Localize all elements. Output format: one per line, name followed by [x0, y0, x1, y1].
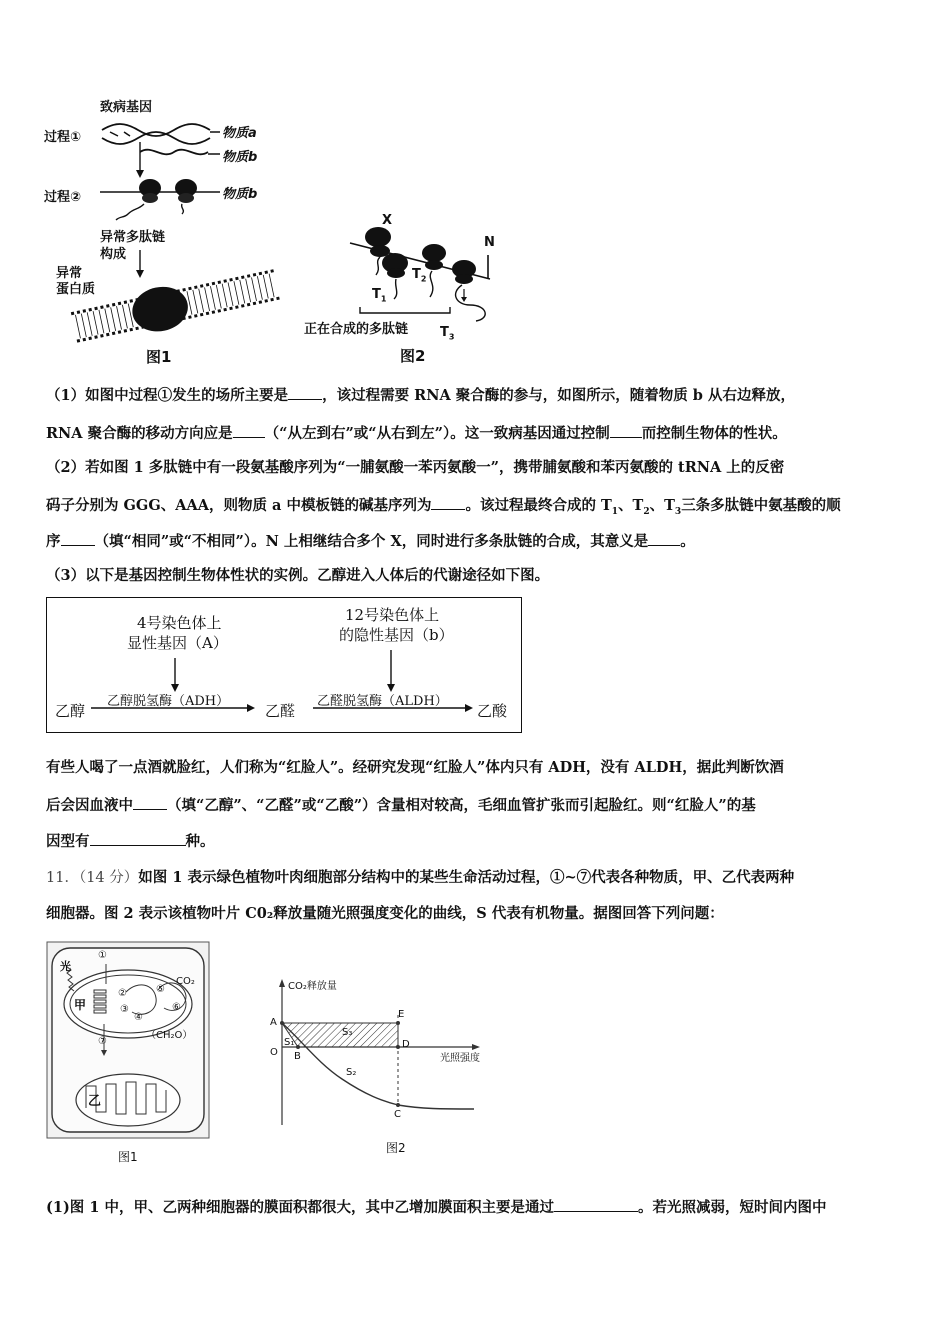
- fig1-abnormal-label: 异常: [56, 266, 83, 281]
- q1-line2-text-b: （“从左到右”或“从右到左”）。这一致病基因通过控制: [264, 425, 610, 442]
- q2-line1: （2）若如图 1 多肽链中有一段氨基酸序列为“一脯氨酸一苯丙氨酸一”，携带脯氨酸和苯丙氨酸的 tRNA 上的反密: [46, 459, 785, 476]
- fig4-s2: S₂: [346, 1067, 357, 1078]
- q3b-line3-text-b: 种。: [185, 833, 215, 850]
- fig1-material-a-label: 物质a: [222, 126, 257, 141]
- q11-1-blank-membrane[interactable]: [554, 1211, 638, 1212]
- fig1-protein-label: 蛋白质: [56, 282, 96, 297]
- fig2-n-label: N: [484, 235, 495, 250]
- q11-1-text-a: (1)图 1 中，甲、乙两种细胞器的膜面积都很大，其中乙增加膜面积主要是通过: [46, 1199, 554, 1216]
- q1-blank-site[interactable]: [288, 399, 322, 400]
- fig2-t2-label: [412, 267, 426, 284]
- q2-line2: [46, 496, 916, 522]
- ethanol-pathway-diagram: [46, 597, 522, 733]
- q1-line2-text-a: RNA 聚合酶的移动方向应是: [46, 425, 233, 442]
- fig3-yi-label: 乙: [88, 1094, 102, 1109]
- gene-b-name: 的隐性基因（b）: [339, 626, 454, 644]
- q1-line1-text-b: ，该过程需要 RNA 聚合酶的参与，如图所示，随着物质 b 从右边释放，: [322, 387, 795, 404]
- fig3-num7: ⑦: [98, 1036, 107, 1047]
- q2-blank-meaning[interactable]: [648, 545, 680, 546]
- fig1-caption: 图1: [146, 348, 172, 366]
- q2-sub3: 3: [674, 506, 682, 517]
- fig2-caption: 图2: [400, 347, 426, 365]
- q11-line2: 细胞器。图 2 表示该植物叶片 C0₂释放量随光照强度变化的曲线，S 代表有机物量。据图回答下列问题：: [46, 905, 724, 922]
- ethanol-label: 乙醇: [55, 702, 86, 720]
- fig2-t1-sub: 1: [380, 294, 387, 304]
- fig2-t3-letter: T: [440, 325, 449, 340]
- fig4-point-b: B: [294, 1051, 301, 1062]
- acetaldehyde-label: 乙醛: [265, 702, 296, 720]
- fig3-light-label: 光: [60, 960, 71, 973]
- fig1-compose-label: 构成: [100, 247, 127, 262]
- q3b-blank-substance[interactable]: [133, 809, 167, 810]
- fig3-num3: ③: [120, 1004, 129, 1015]
- q2-line2-text-c: 、T: [618, 497, 644, 514]
- q11-line1-text: 如图 1 表示绿色植物叶肉细胞部分结构中的某些生命活动过程，①~⑦代表各种物质，甲、乙代表两种: [138, 869, 795, 886]
- q2-sub2: 2: [643, 506, 650, 517]
- fig3-num5: ⑤: [156, 984, 165, 995]
- figure-4-drawing: [262, 975, 492, 1160]
- fig3-num6: ⑥: [172, 1002, 181, 1013]
- figure-2-polyribosome: [300, 205, 520, 370]
- fig4-point-d: D: [402, 1039, 410, 1050]
- q2-line2-text-b: 。该过程最终合成的 T: [465, 497, 612, 514]
- fig4-point-o: O: [270, 1047, 278, 1058]
- fig4-point-a: A: [270, 1017, 277, 1028]
- q3b-line2-text-b: （填“乙醇”、“乙醛”或“乙酸”）含量相对较高，毛细血管扩张而引起脸红。则“红脸人”的基: [167, 797, 756, 814]
- q2-line3-text-c: 。: [680, 533, 695, 550]
- q1-line2: [46, 424, 916, 444]
- acetic-acid-label: 乙酸: [477, 702, 508, 720]
- fig4-s3: S₃: [342, 1027, 353, 1038]
- fig3-caption: 图1: [118, 1150, 138, 1164]
- fig3-num2: ②: [118, 988, 127, 999]
- q1-line1-text-a: （1）如图中过程①发生的场所主要是: [46, 387, 289, 404]
- fig1-process1-label: 过程①: [44, 130, 82, 145]
- q11-line1: [46, 868, 916, 888]
- figure-3-leaf-cell: [46, 940, 216, 1165]
- fig2-t3-label: [440, 325, 454, 342]
- gene-b-location: 12号染色体上: [345, 606, 440, 624]
- q2-line2-text-e: 三条多肽链中氨基酸的顺: [681, 497, 841, 514]
- gene-a-location: 4号染色体上: [137, 614, 222, 632]
- q11-1-text-b: 。若光照减弱，短时间内图中: [638, 1199, 827, 1216]
- q1-blank-control[interactable]: [610, 437, 642, 438]
- fig4-caption: 图2: [386, 1141, 406, 1155]
- q3b-blank-genotypes[interactable]: [90, 845, 186, 846]
- fig2-x-label: X: [382, 213, 393, 228]
- fig1-material-b-label: 物质b: [222, 150, 258, 165]
- q2-sub1: 1: [611, 506, 619, 517]
- fig3-ch2o-label: （CH₂O）: [146, 1030, 193, 1041]
- fig1-material-b2-label: 物质b: [222, 187, 258, 202]
- q3b-line3: [46, 832, 916, 852]
- fig2-t2-sub: 2: [420, 274, 427, 284]
- q3b-line2-text-a: 后会因血液中: [46, 797, 133, 814]
- fig3-num1: ①: [98, 950, 107, 961]
- q3b-line3-text-a: 因型有: [46, 833, 90, 850]
- q3b-line2: [46, 796, 916, 816]
- q11-number: 11．: [46, 870, 79, 886]
- fig3-jia-label: 甲: [74, 998, 87, 1012]
- fig4-xlabel: 光照强度: [440, 1053, 480, 1064]
- adh-label: 乙醇脱氢酶（ADH）: [107, 694, 230, 709]
- fig2-t3-sub: 3: [448, 332, 455, 342]
- q3-line1: （3）以下是基因控制生物体性状的实例。乙醇进入人体后的代谢途径如下图。: [46, 567, 550, 584]
- q11-1-line: [46, 1198, 916, 1218]
- q1-line1: [46, 386, 916, 406]
- fig2-t1-letter: T: [372, 287, 381, 302]
- fig1-gene-label: 致病基因: [100, 100, 153, 115]
- figure-3-drawing: [46, 940, 216, 1165]
- gene-a-name: 显性基因（A）: [127, 634, 228, 652]
- q1-line2-text-c: 而控制生物体的性状。: [641, 425, 787, 442]
- fig1-process2-label: 过程②: [44, 190, 82, 205]
- fig2-chain-label: 正在合成的多肽链: [304, 322, 409, 337]
- fig4-s1: S₁: [284, 1037, 295, 1048]
- q2-line3: [46, 532, 916, 552]
- q2-line2-text-a: 码子分别为 GGG、AAA，则物质 a 中模板链的碱基序列为: [46, 497, 432, 514]
- figure-4-co2-graph: [262, 975, 492, 1160]
- aldh-label: 乙醛脱氢酶（ALDH）: [317, 694, 448, 709]
- q2-blank-sequence[interactable]: [431, 509, 465, 510]
- q2-blank-order[interactable]: [61, 545, 95, 546]
- q2-line3-text-b: （填“相同”或“不相同”）。N 上相继结合多个 X，同时进行多条肽链的合成，其意义是: [94, 533, 649, 550]
- fig4-point-c: C: [394, 1109, 401, 1120]
- q2-line2-text-d: 、T: [649, 497, 675, 514]
- fig3-co2-label: CO₂: [176, 976, 195, 987]
- q3b-line1: 有些人喝了一点酒就脸红，人们称为“红脸人”。经研究发现“红脸人”体内只有 ADH，没有 ALDH，据此判断饮酒: [46, 759, 784, 776]
- q2-line3-text-a: 序: [46, 533, 61, 550]
- fig2-t1-label: [372, 287, 386, 304]
- fig2-t2-letter: T: [412, 267, 421, 282]
- fig4-ylabel: CO₂释放量: [288, 981, 337, 992]
- q11-score: （14 分）: [78, 870, 139, 886]
- fig4-point-e: E: [398, 1009, 405, 1020]
- q1-blank-direction[interactable]: [233, 437, 265, 438]
- fig1-abnormal-chain-label: 异常多肽链: [100, 230, 166, 245]
- fig3-num4: ④: [134, 1012, 143, 1023]
- figure-1-gene-expression: [40, 92, 280, 367]
